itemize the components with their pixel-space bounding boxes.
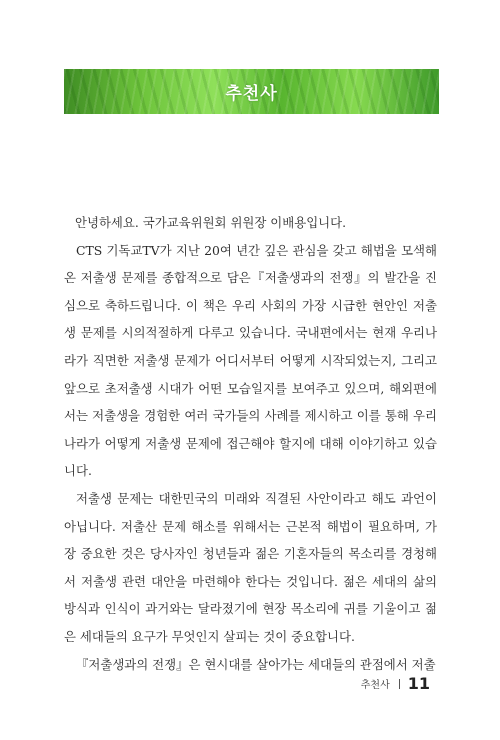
section-title: 추천사 bbox=[225, 84, 278, 104]
section-banner bbox=[64, 69, 439, 114]
footer-section-label: 추천사 bbox=[360, 680, 390, 691]
paragraph-greeting: 안녕하세요. 국가교육위원회 위원장 이배용입니다. bbox=[75, 215, 347, 230]
footer-divider bbox=[399, 679, 400, 689]
page-footer bbox=[361, 674, 430, 693]
paragraph-book-intro: CTS 기독교TV가 지난 20여 년간 깊은 관심을 갖고 해법을 모색해온 저출생 문제를 종합적으로 담은『저출생과의 전쟁』의 발간을 진심으로 축하드립니다. 이 책은 우리 사회의 가장 시급한 현안인 저출생 문제를 시의적절하게 다루고 있습니다. 국내편에서는 현재 우리나라가 직면한 저출생 문제가 어디서부터 어떻게 시작되었는지, 그리고 앞으로 초저출생 시대가 어떤 모습일지를 보여주고 있으며, 해외편에서는 저출생을 경험한 여러 국가들의 사례를 제시하고 이를 통해 우리나라가 어떻게 저출생 문제에 접근해야 할지에 대해 이야기하고 있습니다. bbox=[64, 242, 437, 479]
paragraph-low-birth-issue: 저출생 문제는 대한민국의 미래와 직결된 사안이라고 해도 과언이 아닙니다. 저출산 문제 해소를 위해서는 근본적 해법이 필요하며, 가장 중요한 것은 당사자인 청년들과 젊은 기혼자들의 목소리를 경청해서 저출생 관련 대안을 마련해야 한다는 것입니다. 젊은 세대의 삶의 방식과 인식이 과거와는 달라졌기에 현장 목소리에 귀를 기울이고 젊은 세대들의 요구가 무엇인지 살피는 것이 중요합니다. bbox=[64, 490, 437, 644]
paragraph-continuation: 『저출생과의 전쟁』은 현시대를 살아가는 세대들의 관점에서 저출 bbox=[76, 656, 436, 672]
page-number: 11 bbox=[407, 674, 430, 693]
article-body bbox=[64, 209, 437, 678]
